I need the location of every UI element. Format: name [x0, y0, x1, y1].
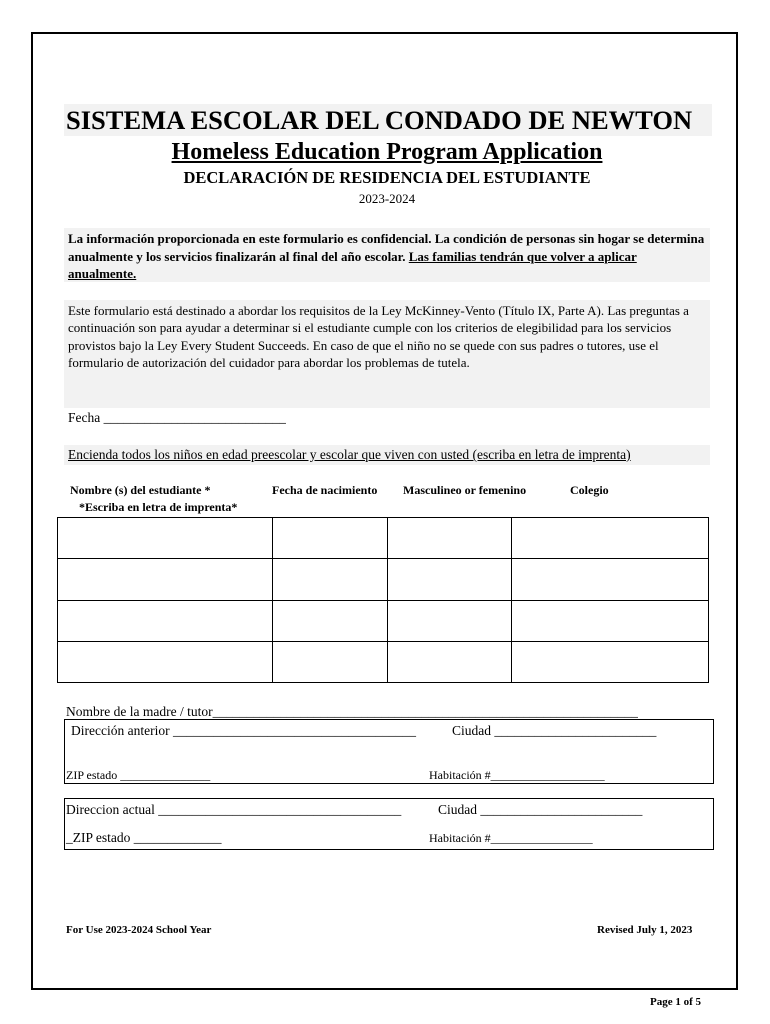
confidentiality-notice [64, 228, 710, 282]
school-cell[interactable] [512, 600, 709, 641]
intro-paragraph: Este formulario está destinado a abordar los requisitos de la Ley McKinney-Vento (Título IX, Parte A). Las preguntas a continuación son para ayudar a determinar si el estudiante cumple con los criterios de elegibilidad para los servicios provistos bajo la Ley Every Student Succeeds. En caso de que el niño no se quede con sus padres o tutores, use el formulario de autorización del cuidador para abordar los problemas de tutela. [64, 300, 710, 408]
birth-date-cell[interactable] [273, 518, 388, 559]
gender-cell[interactable] [388, 600, 512, 641]
declaration-title: DECLARACIÓN DE RESIDENCIA DEL ESTUDIANTE [183, 168, 591, 187]
header-student-name: Nombre (s) del estudiante * [70, 483, 211, 497]
previous-address-field[interactable]: Dirección anterior ____________________________________ [71, 723, 416, 738]
gender-cell[interactable] [388, 518, 512, 559]
gender-cell[interactable] [388, 559, 512, 600]
previous-zip-field[interactable]: ZIP estado _______________ [66, 768, 211, 782]
current-city-field[interactable]: Ciudad ________________________ [438, 802, 643, 817]
school-cell[interactable] [512, 641, 709, 682]
table-row [58, 641, 709, 682]
birth-date-cell[interactable] [273, 600, 388, 641]
parent-name-field[interactable]: Nombre de la madre / tutor_______________________________________________________________ [66, 704, 638, 719]
student-name-cell[interactable] [58, 641, 273, 682]
previous-room-field[interactable]: Habitación #___________________ [429, 768, 605, 782]
students-table [57, 517, 709, 683]
table-row [58, 518, 709, 559]
school-cell[interactable] [512, 559, 709, 600]
footer-school-year: For Use 2023-2024 School Year [66, 924, 212, 936]
current-address-field[interactable]: Direccion actual ____________________________________ [66, 802, 402, 817]
page-number: Page 1 of 5 [650, 996, 702, 1008]
current-zip-field[interactable]: _ZIP estado _____________ [66, 830, 222, 845]
footer-revised-date: Revised July 1, 2023 [597, 924, 693, 936]
current-room-field[interactable]: Habitación #_________________ [429, 831, 593, 845]
previous-city-field[interactable]: Ciudad ________________________ [452, 723, 657, 738]
program-title: Homeless Education Program Application [171, 139, 603, 165]
header-birth-date: Fecha de nacimiento [272, 483, 378, 497]
student-name-cell[interactable] [58, 559, 273, 600]
school-system-title: SISTEMA ESCOLAR DEL CONDADO DE NEWTON [64, 104, 712, 136]
confidentiality-text: La información proporcionada en este formulario es confidencial. La condición de personas sin hogar se determina anualmente y los servicios finalizarán al final del año escolar. [68, 231, 705, 264]
student-name-cell[interactable] [58, 518, 273, 559]
student-name-cell[interactable] [58, 600, 273, 641]
birth-date-cell[interactable] [273, 641, 388, 682]
header-print-note: *Escriba en letra de imprenta* [79, 500, 238, 514]
table-row [58, 559, 709, 600]
birth-date-cell[interactable] [273, 559, 388, 600]
date-field[interactable]: Fecha ___________________________ [68, 410, 286, 425]
table-row [58, 600, 709, 641]
school-cell[interactable] [512, 518, 709, 559]
header-school: Colegio [570, 483, 609, 497]
reapply-notice: Las familias tendrán que volver a aplicar anualmente. [68, 248, 637, 281]
header-gender: Masculineo or femenino [403, 483, 527, 497]
gender-cell[interactable] [388, 641, 512, 682]
list-children-instruction: Encienda todos los niños en edad preescolar y escolar que viven con usted (escriba en letra de imprenta) [64, 445, 710, 465]
school-year: 2023-2024 [358, 191, 416, 206]
